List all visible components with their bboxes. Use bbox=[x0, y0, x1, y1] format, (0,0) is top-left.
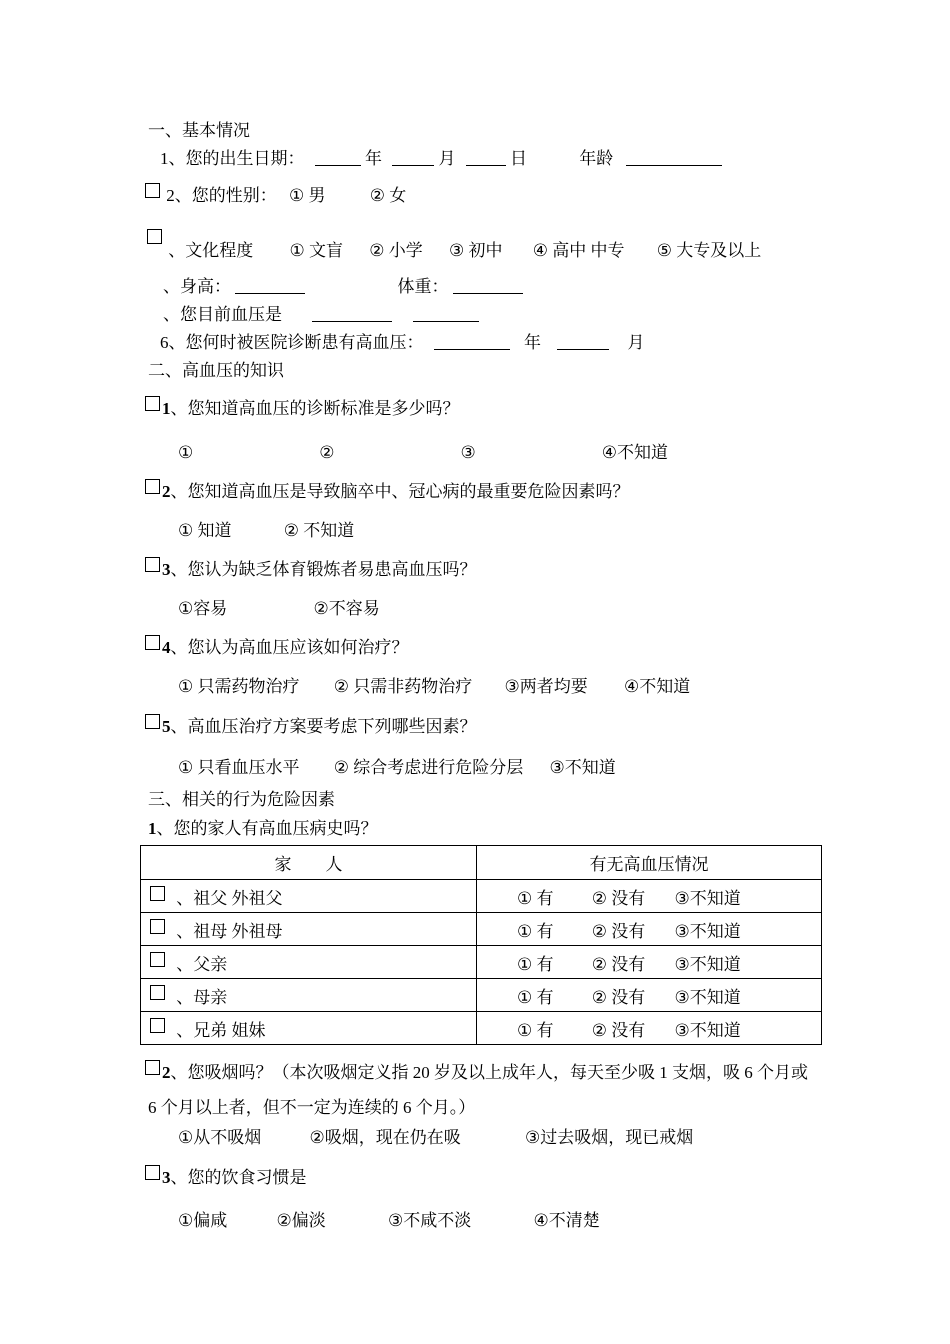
gender-option-male: ① 男 bbox=[289, 186, 326, 205]
blood-pressure-line bbox=[163, 305, 479, 325]
family-member-label: 、祖母 外祖母 bbox=[176, 921, 283, 941]
question-2-options bbox=[178, 521, 354, 541]
question-1-number: 1 bbox=[162, 399, 171, 418]
education-option-5: ⑤ 大专及以上 bbox=[656, 241, 762, 260]
table-row-grandfather bbox=[141, 880, 822, 913]
diagnosis-label: 6、您何时被医院诊断患有高血压： bbox=[160, 333, 424, 352]
weight-label: 体重： bbox=[397, 277, 449, 296]
smoking-checkbox[interactable] bbox=[145, 1060, 160, 1075]
smoking-question-number: 2 bbox=[162, 1063, 171, 1082]
table-option-unknown: ③不知道 bbox=[674, 1020, 741, 1040]
height-label: 、身高： bbox=[163, 277, 231, 296]
education-option-2: ② 小学 bbox=[369, 241, 423, 260]
member-cell bbox=[141, 913, 477, 946]
gender-option-female: ② 女 bbox=[369, 186, 407, 205]
diet-option-3: ③不咸不淡 bbox=[388, 1211, 472, 1230]
diagnosis-month-suffix: 月 bbox=[627, 333, 645, 352]
education-line bbox=[147, 238, 761, 261]
gender-checkbox[interactable] bbox=[145, 183, 160, 198]
height-blank[interactable] bbox=[235, 278, 305, 294]
table-row-grandmother bbox=[141, 913, 822, 946]
table-header-family: 家 人 bbox=[141, 846, 477, 880]
q4-option-3: ③两者均要 bbox=[504, 677, 588, 696]
table-option-no: ② 没有 bbox=[591, 1020, 646, 1040]
diet-option-4: ④不清楚 bbox=[533, 1211, 600, 1230]
diagnosis-month-blank[interactable] bbox=[557, 334, 609, 350]
member-cell bbox=[141, 1012, 477, 1045]
q4-option-1: ① 只需药物治疗 bbox=[178, 677, 300, 696]
table-option-yes: ① 有 bbox=[517, 921, 554, 941]
question-5-options bbox=[178, 758, 616, 778]
family-question-text: 、您的家人有高血压病史吗？ bbox=[156, 819, 378, 838]
question-5-text: 、高血压治疗方案要考虑下列哪些因素？ bbox=[170, 717, 477, 736]
question-2-text: 、您知道高血压是导致脑卒中、冠心病的最重要危险因素吗？ bbox=[170, 482, 630, 501]
diet-question-line bbox=[145, 1165, 307, 1188]
grandmother-checkbox[interactable] bbox=[150, 919, 165, 934]
q3-option-1: ①容易 bbox=[178, 599, 228, 618]
smoking-question-line2 bbox=[148, 1098, 475, 1118]
question-5-number: 5 bbox=[162, 717, 171, 736]
birth-day-blank[interactable] bbox=[466, 150, 506, 166]
diet-option-2: ②偏淡 bbox=[276, 1211, 326, 1230]
status-cell bbox=[477, 979, 822, 1012]
birth-year-suffix: 年 bbox=[365, 149, 382, 168]
gender-line bbox=[145, 183, 406, 206]
q1-option-4: ④不知道 bbox=[601, 443, 668, 462]
table-header-status: 有无高血压情况 bbox=[477, 846, 822, 880]
diet-option-1: ①偏咸 bbox=[178, 1211, 228, 1230]
table-row-siblings bbox=[141, 1012, 822, 1045]
question-4-number: 4 bbox=[162, 638, 171, 657]
q3-option-2: ②不容易 bbox=[313, 599, 380, 618]
diet-options bbox=[178, 1211, 600, 1231]
question-3-number: 3 bbox=[162, 560, 171, 579]
question-3-text: 、您认为缺乏体育锻炼者易患高血压吗？ bbox=[170, 560, 477, 579]
bp-blank-1[interactable] bbox=[312, 306, 392, 322]
table-option-no: ② 没有 bbox=[591, 888, 646, 908]
diet-question-number: 3 bbox=[162, 1168, 171, 1187]
table-header-row bbox=[141, 846, 822, 880]
diet-question-text: 、您的饮食习惯是 bbox=[170, 1168, 307, 1187]
q1-option-3: ③ bbox=[460, 443, 476, 462]
table-option-yes: ① 有 bbox=[517, 888, 554, 908]
family-member-label: 、父亲 bbox=[176, 954, 228, 974]
question-4-options bbox=[178, 677, 690, 697]
birth-year-blank[interactable] bbox=[315, 150, 361, 166]
family-history-question bbox=[148, 819, 378, 839]
q5-option-2: ② 综合考虑进行危险分层 bbox=[333, 758, 524, 777]
diagnosis-year-suffix: 年 bbox=[524, 333, 541, 352]
section2-title: 二、高血压的知识 bbox=[148, 361, 284, 380]
family-history-table bbox=[140, 845, 822, 1045]
diagnosis-year-blank[interactable] bbox=[434, 334, 510, 350]
table-option-unknown: ③不知道 bbox=[674, 888, 741, 908]
status-cell bbox=[477, 946, 822, 979]
q1-option-2: ② bbox=[319, 443, 335, 462]
question-1-text: 、您知道高血压的诊断标准是多少吗？ bbox=[170, 399, 460, 418]
birth-month-suffix: 月 bbox=[438, 149, 456, 168]
height-weight-line bbox=[163, 277, 523, 297]
smoking-question-text-1: 、您吸烟吗？（本次吸烟定义指 20 岁及以上成年人，每天至少吸 1 支烟，吸 6 个月或 bbox=[170, 1063, 808, 1082]
smoking-question-text-2: 6 个月以上者，但不一定为连续的 6 个月。） bbox=[148, 1098, 476, 1117]
bp-label: 、您目前血压是 bbox=[163, 305, 282, 324]
q5-option-3: ③不知道 bbox=[549, 758, 616, 777]
status-cell bbox=[477, 913, 822, 946]
education-option-4: ④ 高中 中专 bbox=[532, 241, 625, 260]
question-1-options bbox=[178, 443, 668, 463]
question-knowledge-4 bbox=[145, 635, 409, 658]
smoking-option-2: ②吸烟，现在仍在吸 bbox=[309, 1128, 461, 1147]
q4-option-4: ④不知道 bbox=[624, 677, 691, 696]
family-member-label: 、母亲 bbox=[176, 987, 228, 1007]
father-checkbox[interactable] bbox=[150, 952, 165, 967]
weight-blank[interactable] bbox=[453, 278, 523, 294]
q1-option-1: ① bbox=[178, 443, 194, 462]
question-4-text: 、您认为高血压应该如何治疗？ bbox=[170, 638, 409, 657]
question-knowledge-2 bbox=[145, 479, 630, 502]
table-row-mother bbox=[141, 979, 822, 1012]
table-option-no: ② 没有 bbox=[591, 921, 646, 941]
education-option-3: ③ 初中 bbox=[449, 241, 503, 260]
table-option-yes: ① 有 bbox=[517, 987, 554, 1007]
q2-option-2: ② 不知道 bbox=[283, 521, 355, 540]
question-2-checkbox[interactable] bbox=[145, 479, 160, 494]
diagnosis-line bbox=[160, 333, 645, 353]
q5-option-1: ① 只看血压水平 bbox=[178, 758, 300, 777]
education-option-1: ① 文盲 bbox=[289, 241, 343, 260]
table-option-yes: ① 有 bbox=[517, 954, 554, 974]
smoking-question-line1 bbox=[145, 1060, 808, 1083]
question-knowledge-3 bbox=[145, 557, 477, 580]
question-2-number: 2 bbox=[162, 482, 171, 501]
status-cell bbox=[477, 1012, 822, 1045]
family-member-label: 、兄弟 姐妹 bbox=[176, 1020, 266, 1040]
question-3-checkbox[interactable] bbox=[145, 557, 160, 572]
question-4-checkbox[interactable] bbox=[145, 635, 160, 650]
table-row-father bbox=[141, 946, 822, 979]
question-knowledge-1 bbox=[145, 396, 460, 419]
age-label: 年龄 bbox=[579, 149, 614, 168]
smoking-options bbox=[178, 1128, 693, 1148]
gender-label: 2、您的性别： bbox=[166, 186, 277, 205]
status-cell bbox=[477, 880, 822, 913]
siblings-checkbox[interactable] bbox=[150, 1018, 165, 1033]
table-option-yes: ① 有 bbox=[517, 1020, 554, 1040]
question-knowledge-5 bbox=[145, 714, 477, 737]
section3-title: 三、相关的行为危险因素 bbox=[148, 790, 335, 809]
age-blank[interactable] bbox=[626, 150, 722, 166]
member-cell bbox=[141, 979, 477, 1012]
table-option-unknown: ③不知道 bbox=[674, 954, 741, 974]
table-option-no: ② 没有 bbox=[591, 954, 646, 974]
education-checkbox[interactable] bbox=[147, 229, 162, 244]
diet-checkbox[interactable] bbox=[145, 1165, 160, 1180]
education-label: 、文化程度 bbox=[168, 241, 254, 260]
member-cell bbox=[141, 880, 477, 913]
table-option-unknown: ③不知道 bbox=[674, 921, 741, 941]
member-cell bbox=[141, 946, 477, 979]
q2-option-1: ① 知道 bbox=[178, 521, 232, 540]
q4-option-2: ② 只需非药物治疗 bbox=[333, 677, 473, 696]
family-question-number: 1 bbox=[148, 819, 157, 838]
birth-month-blank[interactable] bbox=[392, 150, 434, 166]
smoking-option-3: ③过去吸烟，现已戒烟 bbox=[525, 1128, 694, 1147]
grandfather-checkbox[interactable] bbox=[150, 886, 165, 901]
birth-day-suffix: 日 bbox=[510, 149, 527, 168]
table-option-no: ② 没有 bbox=[591, 987, 646, 1007]
question-1-checkbox[interactable] bbox=[145, 396, 160, 411]
section1-title: 一、基本情况 bbox=[148, 121, 250, 140]
family-member-label: 、祖父 外祖父 bbox=[176, 888, 283, 908]
table-option-unknown: ③不知道 bbox=[674, 987, 741, 1007]
bp-blank-2[interactable] bbox=[413, 306, 479, 322]
birth-date-label: 1、您的出生日期： bbox=[160, 149, 305, 168]
question-5-checkbox[interactable] bbox=[145, 714, 160, 729]
mother-checkbox[interactable] bbox=[150, 985, 165, 1000]
smoking-option-1: ①从不吸烟 bbox=[178, 1128, 262, 1147]
birth-date-line bbox=[160, 149, 722, 169]
question-3-options bbox=[178, 599, 380, 619]
